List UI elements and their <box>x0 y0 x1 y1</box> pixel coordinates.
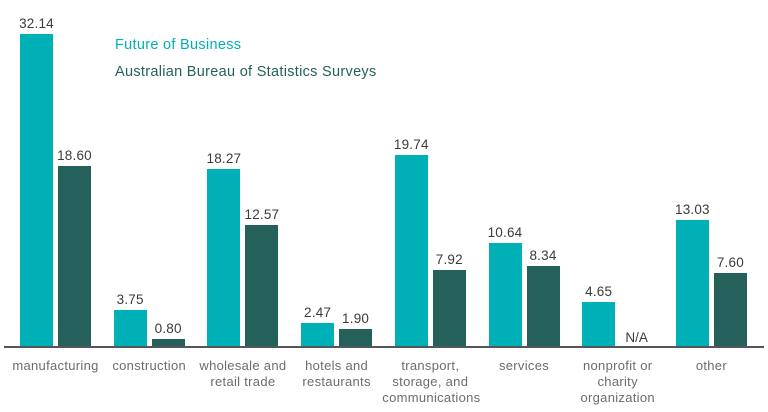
chart-legend <box>115 36 377 90</box>
legend-item-future-of-business: Future of Business <box>115 37 242 53</box>
bar-value-label: 0.80 <box>154 321 182 337</box>
bar-value-label: 18.60 <box>57 147 92 163</box>
category-label: nonprofit or charity organization <box>580 358 655 405</box>
bar-value-label: 10.64 <box>487 225 523 241</box>
bar-value-label: 32.14 <box>19 15 54 31</box>
bar-series-1-cat-3 <box>339 329 372 348</box>
category-label: construction <box>112 358 187 373</box>
category-label: hotels and restaurants <box>302 358 371 389</box>
bar-value-label: 1.90 <box>342 310 370 326</box>
bar-value-label: 2.47 <box>304 304 332 320</box>
bar-series-1-cat-4 <box>433 270 466 347</box>
bar-value-label: 13.03 <box>674 202 710 218</box>
bar-series-1-cat-0 <box>58 166 91 347</box>
x-axis-line <box>4 346 764 348</box>
bar-value-label: 18.27 <box>206 151 242 167</box>
bar-value-label: 19.74 <box>393 136 429 152</box>
bar-value-label: 12.57 <box>244 206 280 222</box>
bar-value-label: 3.75 <box>116 292 144 308</box>
bar-series-0-cat-0 <box>20 34 53 347</box>
category-label: manufacturing <box>12 358 99 373</box>
bar-series-0-cat-3 <box>301 323 334 347</box>
bar-series-1-cat-7 <box>714 273 747 347</box>
bar-series-0-cat-7 <box>676 220 709 347</box>
category-label: services <box>498 358 550 373</box>
bar-value-label: 7.60 <box>716 254 744 270</box>
bar-series-1-cat-5 <box>527 266 560 347</box>
legend-item-abs-surveys: Australian Bureau of Statistics Surveys <box>115 64 377 80</box>
bar-series-1-cat-2 <box>245 225 278 347</box>
bar-value-label: 8.34 <box>529 247 557 263</box>
bar-series-0-cat-2 <box>207 169 240 347</box>
category-label: wholesale and retail trade <box>199 358 287 389</box>
bar-series-0-cat-4 <box>395 155 428 347</box>
category-label: transport, storage, and communications <box>382 358 481 405</box>
category-label: other <box>695 358 727 373</box>
na-label: N/A <box>625 330 648 345</box>
bar-value-label: 7.92 <box>435 251 463 267</box>
bar-value-label: 4.65 <box>585 283 613 299</box>
